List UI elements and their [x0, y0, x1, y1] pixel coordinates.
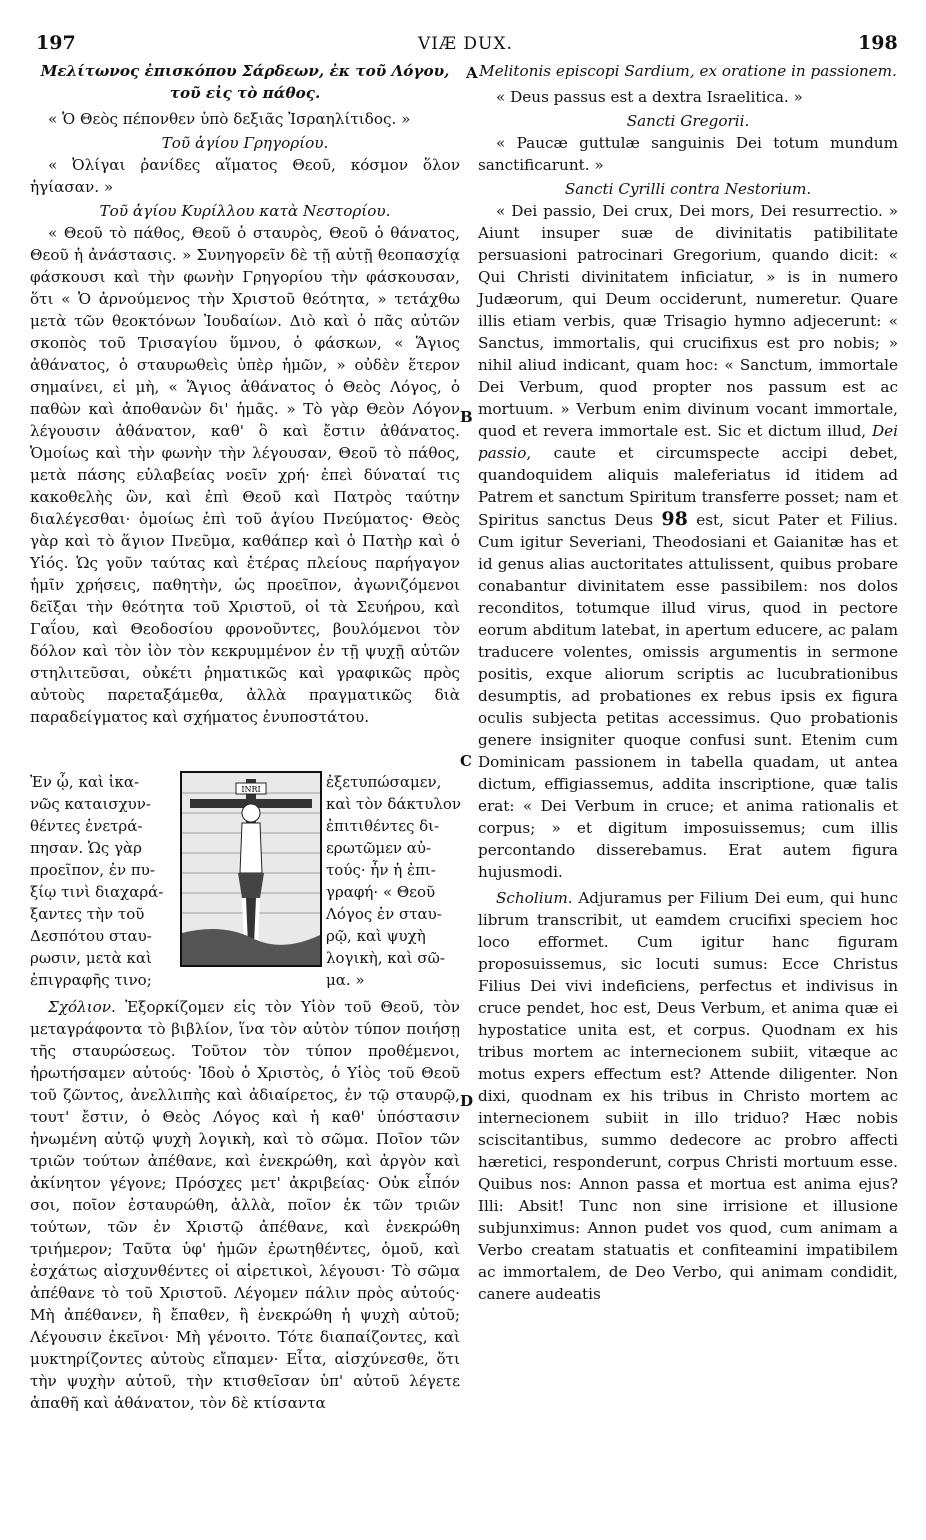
- margin-letter-d: D: [460, 1092, 474, 1110]
- melito-quote-latin: « Deus passus est a dextra Israelitica. »: [496, 88, 803, 106]
- scholion-text-greek: Ἐξορκίζομεν εἰς τὸν Υἱὸν τοῦ Θεοῦ, τὸν μεταγράφοντα τὸ βιβλίον, ἵνα τὸν αὐτὸν τύπον ποιήσῃ τῆς σταυρώσεως. Τοῦτον τὸν τύπον προθέμενοι, ἠρωτήσαμεν αὐτούς· Ἰδοὺ ὁ Χριστὸς, ὁ Υἱὸς τοῦ Θεοῦ τοῦ ζῶντος, ἀνελλιπὴς καὶ ἀδιαίρετος, ἐν τῷ σταυρῷ, τουτ' ἔστιν, ὁ Θεὸς Λόγος καὶ ἡ καθ' ὑπόστασιν ἡνωμένη αὐτῷ ψυχὴ λογικὴ, καὶ τὸ σῶμα. Ποῖον τῶν τριῶν τούτων ἀπέθανε, καὶ ἐνεκρώθη, καὶ ἀργὸν καὶ ἀκίνητον γέγονε; Πρόσχες μετ' ἀκριβείας· Οὐκ εἶπόν σοι, ποῖον ἐσταυρώθη, ἀλλὰ, ποῖον ἐκ τῶν τριῶν τούτων, τῶν ἐν Χριστῷ ἀπέθανε, καὶ ἐνεκρώθη τριήμερον; Ταῦτα ὑφ' ἡμῶν ἐρωτηθέντες, ὁμοῦ, καὶ ἐσχάτως αἰσχυνθέντες οἱ αἱρετικοὶ, λέγουσι· Τὸ σῶμα ἀπέθανε τὸ τοῦ Χριστοῦ. Λέγομεν πάλιν πρὸς αὐτούς· Μὴ ἀπέθανεν, ἢ ἔπαθεν, ἢ ἐνεκρώθη ἡ ψυχὴ αὐτοῦ; Λέγουσιν ἐκεῖνοι· Μὴ γένοιτο. Τότε διαπαίζοντες, καὶ μυκτηρίζοντες αὐτοὺς εἴπαμεν· Εἶτα, αἰσχύνεσθε, ὅτι τὴν ψυχὴν αὐτοῦ, τὴν κτισθεῖσαν ὑπ' αὐτοῦ λέγετε ἀπαθῆ καὶ ἀθάνατον, τὸν δὲ κτίσαντα: [30, 998, 460, 1412]
- melito-heading-latin: Melitonis episcopi Sardium, ex oratione in passionem.: [479, 62, 897, 80]
- cyril-heading-greek: Τοῦ ἁγίου Κυρίλλου κατὰ Νεστορίου.: [99, 202, 391, 220]
- fig-right-line: λογικὴ, καὶ σῶ-: [326, 949, 445, 967]
- fig-left-line: νῶς καταισχυν-: [30, 795, 151, 813]
- fig-right-line: μα. »: [326, 971, 365, 989]
- margin-letter-b: B: [460, 408, 473, 426]
- latin-column: [478, 60, 898, 1305]
- fig-left-line: θέντες ἐνετρά-: [30, 817, 143, 835]
- gregory-quote-greek: « Ὀλίγαι ῥανίδες αἵματος Θεοῦ, κόσμον ὅλον ἡγίασαν. »: [30, 156, 460, 196]
- scholion-label: Σχόλιον.: [48, 998, 116, 1016]
- gregory-heading-greek: Τοῦ ἁγίου Γρηγορίου.: [161, 134, 329, 152]
- column-number: 98: [661, 508, 688, 530]
- dei-passio-phrase: Dei passio: [478, 422, 898, 462]
- gregory-heading-latin: Sancti Gregorii.: [626, 112, 750, 130]
- cyril-text-latin: [478, 200, 898, 883]
- cyril-text-greek: « Θεοῦ τὸ πάθος, Θεοῦ ὁ σταυρὸς, Θεοῦ ὁ θάνατος, Θεοῦ ἡ ἀνάστασις. » Συνηγορεῖν δὲ τῇ αὐτῇ θεοπασχίᾳ φάσκουσι καὶ τὴν φωνὴν Γρηγορίου τὴν φάσκουσαν, ὅτι « Ὁ ἀρνούμενος τὴν Χριστοῦ θεότητα, » τετάχθω μετὰ τῶν θεοκτόνων Ἰουδαίων. Διὸ καὶ ὁ πᾶς αὐτῶν σκοπὸς τοῦ Τρισαγίου ὕμνου, ὁ φάσκων, « Ἅγιος ἀθάνατος, ὁ σταυρωθεὶς ὑπὲρ ἡμῶν, » οὐδὲν ἕτερον σημαίνει, εἰ μὴ, « Ἅγιος ἀθάνατος ὁ Θεὸς Λόγος, ὁ παθὼν καὶ ἀποθανὼν δι' ἡμᾶς. » Τὸ γὰρ Θεὸν Λόγον λέγουσιν ἀθάνατον, καθ' ὃ καὶ ἔστιν ἀθάνατος. Ὁμοίως καὶ τὴν φωνὴν τὴν λέγουσαν, Θεοῦ τὸ πάθος, μετὰ πάσης εὐλαβείας νοεῖν χρή· ἐπεὶ δύναταί τις κακοθελὴς ὢν, καὶ ἐπὶ Θεοῦ καὶ Πατρὸς ταύτην διαλέγεσθαι· ὁμοίως ἐπὶ τοῦ ἁγίου Πνεύματος· Θεὸς γὰρ καὶ τὸ ἅγιον Πνεῦμα, καθάπερ καὶ ὁ Πατὴρ καὶ ὁ Υἱός. Ὡς γοῦν ταύτας καὶ ἑτέρας πλείους παρήγαγον ἡμῖν χρήσεις, παθητὴν, ὡς προεῖπον, ἀγωνιζόμενοι δεῖξαι τὴν θεότητα τοῦ Χριστοῦ, οἱ τὰ Σευήρου, καὶ Γαΐου, καὶ Θεοδοσίου φρονοῦντες, βουλόμενοι τὸν δόλον καὶ τὸν ἰὸν τὸν κεκρυμμένον ἐν τῇ ψυχῇ αὐτῶν στηλιτεῦσαι, οὐκέτι ῥηματικῶς καὶ γραφικῶς πρὸς αὐτοὺς παρεταξάμεθα, ἀλλὰ πραγματικῶς διὰ παραδείγματος καὶ σχήματος ἐνυποστάτου.: [30, 224, 460, 726]
- fig-right-line: γραφή· « Θεοῦ: [326, 883, 436, 901]
- titulus-label: INRI: [241, 785, 261, 794]
- running-title: VIÆ DUX.: [418, 34, 513, 54]
- margin-letter-c: C: [460, 752, 472, 770]
- cyril-text-latin-part: , caute et circumspecte accipi debet, quandoquidem aliquis maleferiatus id itidem ad Patrem et sanctum Spiritum transferre posset; nam et Spiritus sanctus Deus: [478, 444, 898, 529]
- fig-right-line: καὶ τὸν δάκτυλον: [326, 795, 461, 813]
- margin-letter-a: A: [466, 64, 478, 82]
- fig-right-line: Λόγος ἐν σταυ-: [326, 905, 442, 923]
- fig-right-line: ἐξετυπώσαμεν,: [326, 773, 442, 791]
- cyril-heading-latin: Sancti Cyrilli contra Nestorium.: [564, 180, 812, 198]
- cyril-text-latin-part: « Dei passio, Dei crux, Dei mors, Dei resurrectio. » Aiunt insuper suæ de divinitatis patibilitate persuasioni patrocinari Gregorium, quando dicit: « Qui Christi divinitatem inficiatur, » is in numero Judæorum, qui Deum occiderunt, numeretur. Quare illis etiam verbis, quæ Trisagio hymno adjecerunt: « Sanctus, immortalis, qui crucifixus est pro nobis; » nihil aliud indicant, quam hoc: « Sanctum, immortale Dei Verbum, quod propter nos passum est ac mortuum. » Verbum enim divinum vocant immortale, quod et revera immortale est. Sic et dictum illud,: [478, 202, 898, 440]
- page-number-right: 198: [858, 32, 898, 54]
- figure-left-text: [30, 771, 176, 991]
- fig-left-line: ξίῳ τινὶ διαχαρά-: [30, 883, 164, 901]
- page-number-left: 197: [36, 32, 76, 54]
- scholium-label: Scholium.: [496, 889, 573, 907]
- fig-left-line: Δεσπότου σταυ-: [30, 927, 152, 945]
- melito-heading-greek: Μελίτωνος ἐπισκόπου Σάρδεων, ἐκ τοῦ Λόγου, τοῦ εἰς τὸ πάθος.: [40, 62, 450, 102]
- crucifix-icon: [182, 773, 320, 965]
- greek-column-top: [30, 60, 460, 728]
- fig-right-line: τούς· ἦν ἡ ἐπι-: [326, 861, 436, 879]
- fig-left-line: Ἐν ᾧ, καὶ ἱκα-: [30, 773, 140, 791]
- fig-right-line: ρῷ, καὶ ψυχὴ: [326, 927, 426, 945]
- fig-left-line: πησαν. Ὡς γὰρ: [30, 839, 143, 857]
- figure-right-text: [326, 771, 462, 991]
- crucifix-figure: [180, 771, 322, 967]
- cyril-text-latin-part: est, sicut Pater et Filius. Cum igitur Severiani, Theodosiani et Gaianitæ has et id genus alias auctoritates attulissent, quibus probare conabantur divinitatem esse passibilem: nos dolos reconditos, totumque illud virus, quod in pectore eorum abditum latebat, in apertum educere, ac palam traducere volentes, omissis argumentis in sermone positis, exque aliorum scriptis ac lucubrationibus desumptis, ad probationes ex rebus ipsis ex figura oculis subjecta petitas accessimus. Quo probationis genere insigniter quoque confusi sunt. Etenim cum Dominicam passionem in tabella quadam, ut antea dictum, effigiassemus, addita inscriptione, quæ talis erat: « Dei Verbum in cruce; et anima rationalis et corpus; » et digitum imposuissemus; cum illis percontando disserebamus. Erat autem figura hujusmodi.: [478, 511, 898, 881]
- fig-right-line: ερωτῶμεν αὐ-: [326, 839, 432, 857]
- fig-left-line: ἐπιγραφῆς τινο;: [30, 971, 152, 989]
- fig-left-line: προεῖπον, ἐν πυ-: [30, 861, 155, 879]
- greek-scholion: [30, 996, 460, 1414]
- scholium-text-latin: Adjuramus per Filium Dei eum, qui hunc librum transcribit, ut eamdem crucifixi speciem hoc loco efformet. Cum igitur hanc figuram proposuissemus, sic locuti sumus: Ecce Christus Filius Dei vivi indeficiens, perfectus et indivisus in cruce pendet, hoc est, Deus Verbum, et anima quæ ei hypostatice unita est, et corpus. Quodnam ex his tribus mortem ac internecionem subiit, vitæque ac motus expers effectum est? Attende diligenter. Non dixi, quodnam ex his tribus in Christo mortem ac internecionem subiit in illo triduo? Hæc nobis sciscitantibus, summo dedecore ac probro affecti hæretici, responderunt, corpus Christi mortuum esse. Quibus nos: Annon passa et mortua est anima ejus? Illi: Absit! Tunc non sine irrisione et illusione subjunximus: Annon pudet vos quod, cum animam a Verbo creatam statuatis et confiteamini impatibilem ac immortalem, de Deo Verbo, qui animam condidit, canere audeatis: [478, 889, 898, 1303]
- fig-right-line: ἐπιτιθέντες δι-: [326, 817, 440, 835]
- fig-left-line: ξαντες τὴν τοῦ: [30, 905, 145, 923]
- gregory-quote-latin: « Paucæ guttulæ sanguinis Dei totum mundum sanctificarunt. »: [478, 134, 898, 174]
- melito-quote-greek: « Ὁ Θεὸς πέπονθεν ὑπὸ δεξιᾶς Ἰσραηλίτιδος. »: [48, 110, 411, 128]
- fig-left-line: ρωσιν, μετὰ καὶ: [30, 949, 152, 967]
